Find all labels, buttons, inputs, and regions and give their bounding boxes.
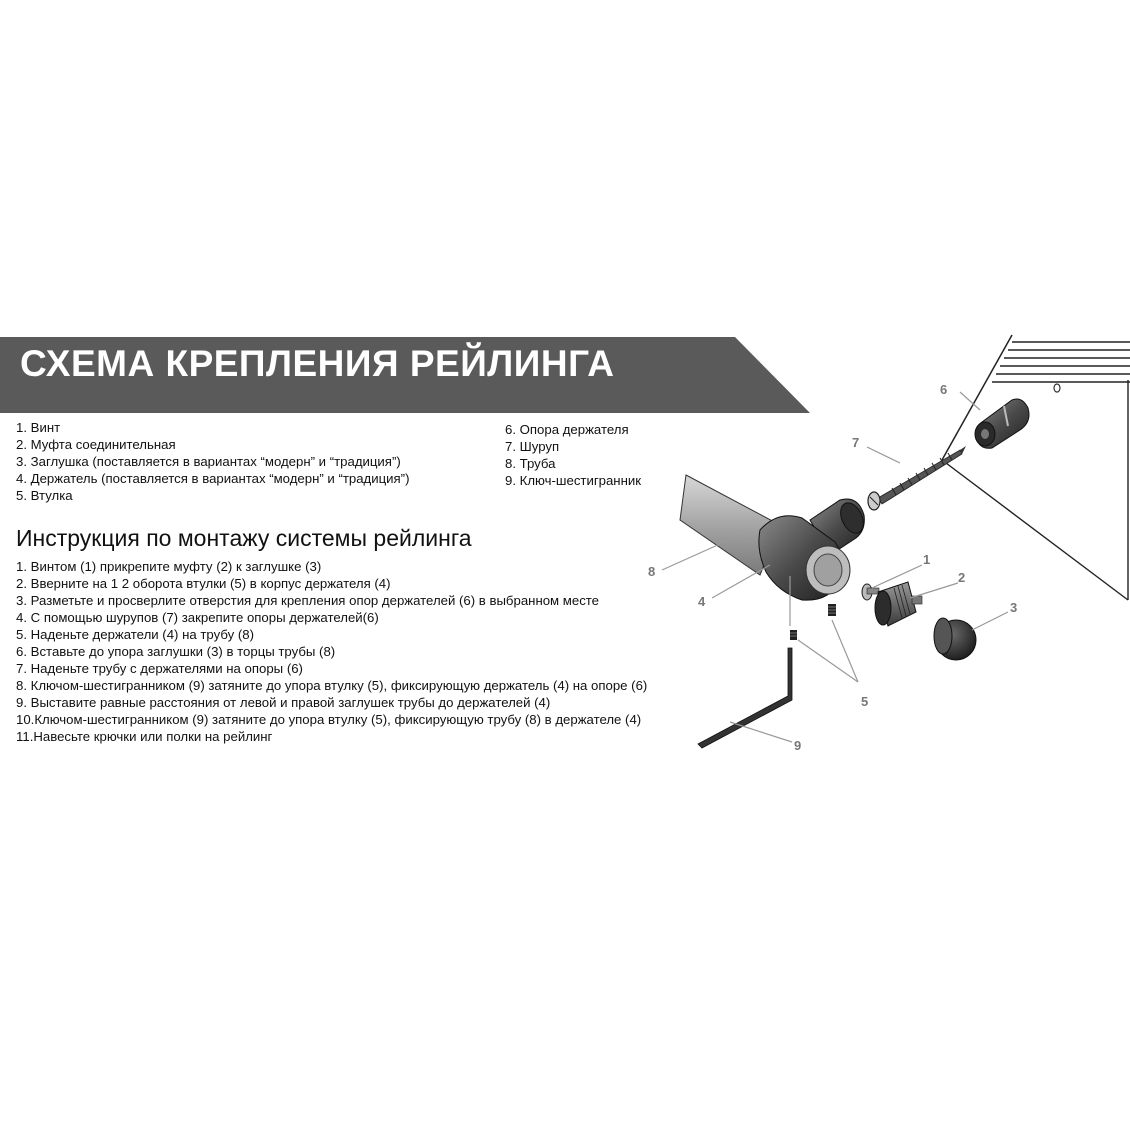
- legend-item: 9. Ключ-шестигранник: [505, 473, 641, 488]
- parts-legend-right: [505, 421, 641, 489]
- callout-3: 3: [1010, 600, 1018, 615]
- assembly-diagram: [648, 330, 1130, 770]
- callout-5: 5: [861, 694, 869, 709]
- page-title: СХЕМА КРЕПЛЕНИЯ РЕЙЛИНГА: [20, 343, 615, 384]
- coupling-part: [875, 582, 922, 626]
- legend-item: 4. Держатель (поставляется в вариантах “модерн” и “традиция”): [16, 471, 410, 486]
- instruction-step: 9. Выставите равные расстояния от левой и правой заглушек трубы до держателей (4): [16, 695, 551, 710]
- callout-7: 7: [852, 435, 860, 450]
- instruction-step: 3. Разметьте и просверлите отверстия для крепления опор держателей (6) в выбранном месте: [16, 593, 600, 608]
- instruction-step: 1. Винтом (1) прикрепите муфту (2) к заглушке (3): [16, 559, 322, 574]
- instruction-step: 4. С помощью шурупов (7) закрепите опоры держателей(6): [16, 610, 379, 625]
- end-cap-part: [934, 618, 976, 660]
- callout-4: 4: [698, 594, 706, 609]
- instruction-step: 6. Вставьте до упора заглушки (3) в торцы трубы (8): [16, 644, 336, 659]
- callout-6: 6: [940, 382, 948, 397]
- instruction-step: 11.Навесьте крючки или полки на рейлинг: [16, 729, 273, 744]
- hex-key-part: [698, 648, 792, 748]
- callout-1: 1: [923, 552, 931, 567]
- instruction-step: 2. Вверните на 1 2 оборота втулки (5) в корпус держателя (4): [16, 576, 391, 591]
- legend-item: 8. Труба: [505, 456, 556, 471]
- legend-item: 6. Опора держателя: [505, 422, 629, 437]
- legend-item: 7. Шуруп: [505, 439, 560, 454]
- callout-9: 9: [794, 738, 802, 753]
- instructions-list: [16, 558, 647, 745]
- screw-part: [868, 446, 966, 510]
- legend-item: 2. Муфта соединительная: [16, 437, 176, 452]
- instruction-step: 10.Ключом-шестигранником (9) затяните до упора втулку (5), фиксирующую трубу (8) в держателе (4): [16, 712, 642, 727]
- parts-legend-left: [16, 419, 409, 504]
- legend-item: 1. Винт: [16, 420, 61, 435]
- instruction-step: 7. Наденьте трубу с держателями на опоры (6): [16, 661, 303, 676]
- wall: [942, 335, 1130, 602]
- set-screw-part: [790, 604, 836, 640]
- instruction-step: 5. Наденьте держатели (4) на трубу (8): [16, 627, 254, 642]
- holder-part: [759, 499, 868, 600]
- instructions-title: Инструкция по монтажу системы рейлинга: [16, 525, 472, 551]
- callout-2: 2: [958, 570, 966, 585]
- callout-8: 8: [648, 564, 656, 579]
- legend-item: 5. Втулка: [16, 488, 73, 503]
- instruction-step: 8. Ключом-шестигранником (9) затяните до упора втулку (5), фиксирующую держатель (4) на опоре (6): [16, 678, 648, 693]
- legend-item: 3. Заглушка (поставляется в вариантах “модерн” и “традиция”): [16, 454, 401, 469]
